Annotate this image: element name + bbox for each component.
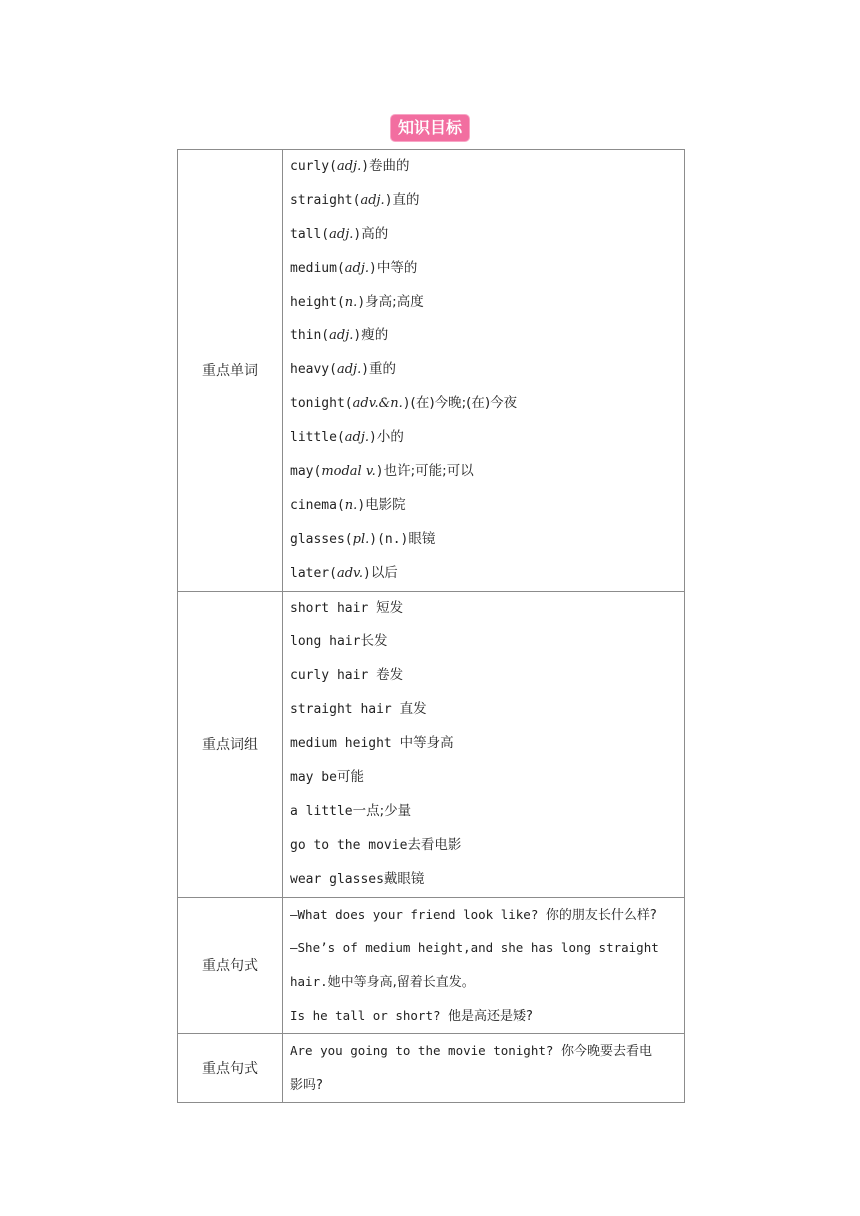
key-words-row [178, 150, 685, 592]
phrase-item: long hair长发 [290, 633, 388, 650]
sentence-line: Is he tall or short? 他是高还是矮? [290, 1008, 533, 1025]
word-item: straight(adj.)直的 [290, 191, 420, 208]
word-item: tonight(adv.&n.)(在)今晚;(在)今夜 [290, 395, 518, 412]
word-item: cinema(n.)电影院 [290, 496, 406, 513]
key-sentences-row [178, 1034, 685, 1103]
word-item: height(n.)身高;高度 [290, 293, 424, 310]
category-label: 重点词组 [178, 591, 283, 897]
phrase-item: go to the movie去看电影 [290, 836, 462, 853]
key-phrases-row [178, 591, 685, 897]
category-label: 重点句式 [178, 897, 283, 1034]
key-sentences-list [283, 1034, 685, 1103]
key-sentences-list [283, 897, 685, 1034]
word-item: tall(adj.)高的 [290, 225, 389, 242]
knowledge-table [177, 149, 685, 1103]
word-item: little(adj.)小的 [290, 429, 404, 446]
key-words-list [283, 150, 685, 592]
word-item: medium(adj.)中等的 [290, 259, 418, 276]
phrase-item: wear glasses戴眼镜 [290, 870, 425, 887]
key-phrases-list [283, 591, 685, 897]
phrase-item: medium height 中等身高 [290, 735, 454, 752]
word-item: glasses(pl.)(n.)眼镜 [290, 530, 436, 547]
word-item: curly(adj.)卷曲的 [290, 158, 410, 174]
word-item: heavy(adj.)重的 [290, 361, 397, 378]
category-label: 重点句式 [178, 1034, 283, 1103]
sentence-line: hair.她中等身高,留着长直发。 [290, 974, 475, 991]
section-title-badge: 知识目标 [391, 115, 469, 141]
sentence-line: —She’s of medium height,and she has long straight [290, 940, 659, 956]
word-item: may(modal v.)也许;可能;可以 [290, 463, 474, 480]
sentence-line: 影吗? [290, 1078, 323, 1094]
key-sentences-row [178, 897, 685, 1034]
phrase-item: a little一点;少量 [290, 802, 412, 819]
word-item: thin(adj.)瘦的 [290, 327, 389, 344]
phrase-item: curly hair 卷发 [290, 667, 404, 684]
sentence-line: —What does your friend look like? 你的朋友长什么样? [290, 906, 657, 923]
phrase-item: short hair 短发 [290, 599, 404, 616]
sentence-line: Are you going to the movie tonight? 你今晚要去看电 [290, 1043, 652, 1060]
word-item: later(adv.)以后 [290, 564, 398, 581]
phrase-item: may be可能 [290, 769, 364, 786]
phrase-item: straight hair 直发 [290, 701, 427, 718]
category-label: 重点单词 [178, 150, 283, 592]
